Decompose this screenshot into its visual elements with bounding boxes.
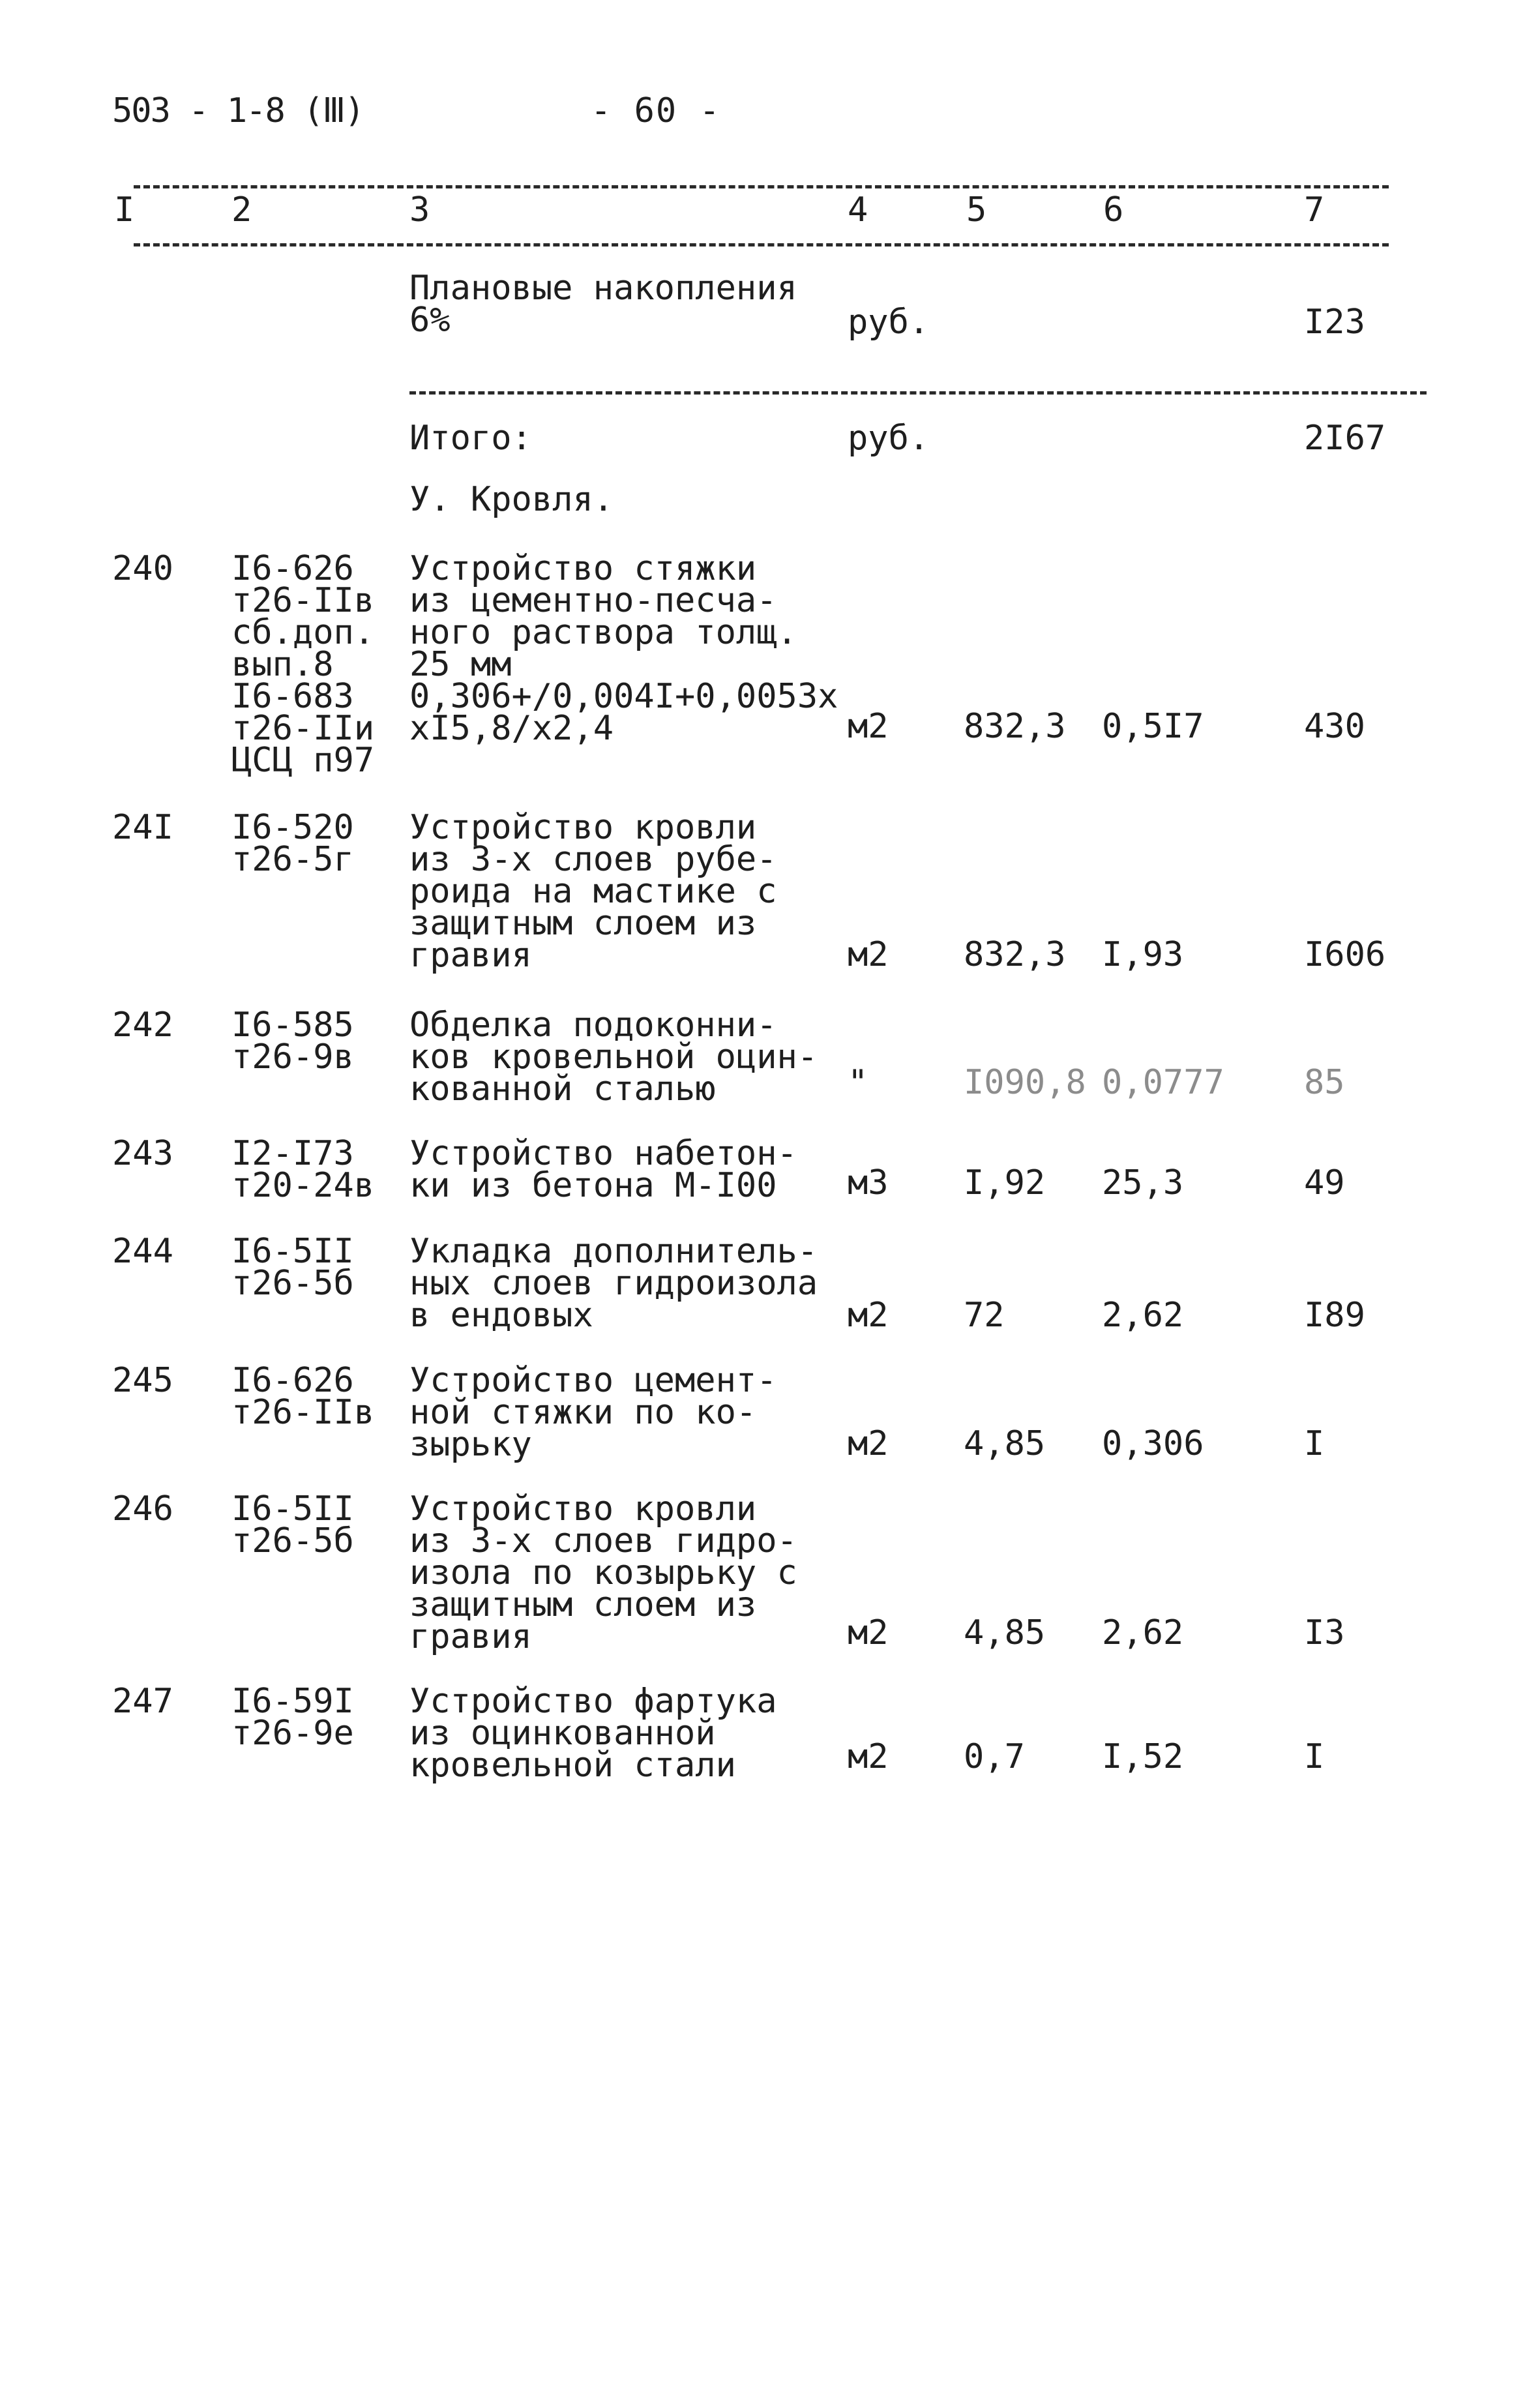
subtotal-rule	[409, 391, 1427, 395]
row-240-code: I6-626 т26-IIв сб.доп. вып.8 I6-683 т26-IIи ЦСЦ п97	[231, 549, 375, 780]
row-247-unit: м2	[848, 1737, 889, 1776]
row-247-number: 247	[112, 1682, 173, 1721]
row-242-total: 85	[1304, 1063, 1345, 1102]
header-bottom-rule	[134, 243, 1389, 246]
row-240-description: Устройство стяжки из цементно-песча- ного раствора толщ. 25 мм 0,306+/0,004I+0,0053х хI5,8/х2,4	[409, 549, 838, 748]
row-247-code: I6-59I т26-9е	[231, 1682, 354, 1753]
planned-savings-description: Плановые накопления 6%	[409, 269, 797, 340]
row-245-price: 0,306	[1102, 1424, 1204, 1463]
column-header-6: 6	[1103, 190, 1124, 230]
document-code: 503 - 1-8 (Ⅲ)	[112, 91, 364, 130]
row-243-unit: м3	[848, 1163, 889, 1202]
row-241-number: 24I	[112, 808, 173, 847]
row-247-quantity: 0,7	[964, 1737, 1025, 1776]
row-241-quantity: 832,3	[964, 935, 1066, 974]
planned-savings-total: I23	[1304, 303, 1365, 342]
row-244-total: I89	[1304, 1296, 1365, 1335]
row-247-description: Устройство фартука из оцинкованной кровельной стали	[409, 1682, 777, 1785]
row-243-number: 243	[112, 1134, 173, 1173]
row-242-description: Обделка подоконни- ков кровельной оцин- кованной сталью	[409, 1006, 818, 1109]
row-244-number: 244	[112, 1232, 173, 1271]
row-246-price: 2,62	[1102, 1613, 1184, 1652]
row-245-number: 245	[112, 1361, 173, 1400]
row-243-code: I2-I73 т20-24в	[231, 1134, 375, 1205]
row-244-unit: м2	[848, 1296, 889, 1335]
column-header-2: 2	[231, 190, 252, 230]
row-243-quantity: I,92	[964, 1163, 1046, 1202]
row-245-total: I	[1304, 1424, 1325, 1463]
row-246-number: 246	[112, 1489, 173, 1529]
row-245-description: Устройство цемент- ной стяжки по ко- зырьку	[409, 1361, 777, 1464]
row-240-unit: м2	[848, 707, 889, 746]
row-244-code: I6-5II т26-5б	[231, 1232, 354, 1303]
row-241-description: Устройство кровли из 3-х слоев рубе- роида на мастике с защитным слоем из гравия	[409, 808, 777, 975]
row-242-number: 242	[112, 1006, 173, 1045]
row-245-code: I6-626 т26-IIв	[231, 1361, 375, 1432]
total-label: Итого:	[409, 419, 532, 458]
row-246-description: Устройство кровли из 3-х слоев гидро- изола по козырьку с защитным слоем из гравия	[409, 1489, 797, 1656]
row-242-price: 0,0777	[1102, 1063, 1224, 1102]
header-top-rule	[134, 185, 1389, 188]
total-unit: руб.	[848, 419, 930, 458]
row-241-total: I606	[1304, 935, 1386, 974]
column-header-5: 5	[966, 190, 987, 230]
column-header-7: 7	[1304, 190, 1325, 230]
row-241-unit: м2	[848, 935, 889, 974]
row-241-code: I6-520 т26-5г	[231, 808, 354, 879]
row-246-quantity: 4,85	[964, 1613, 1046, 1652]
row-246-code: I6-5II т26-5б	[231, 1489, 354, 1560]
row-246-total: I3	[1304, 1613, 1345, 1652]
row-247-total: I	[1304, 1737, 1325, 1776]
row-240-number: 240	[112, 549, 173, 588]
row-242-code: I6-585 т26-9в	[231, 1006, 354, 1077]
row-247-price: I,52	[1102, 1737, 1184, 1776]
page-number: - 60 -	[591, 91, 721, 130]
row-243-total: 49	[1304, 1163, 1345, 1202]
total-value: 2I67	[1304, 419, 1386, 458]
row-245-unit: м2	[848, 1424, 889, 1463]
row-244-description: Укладка дополнитель- ных слоев гидроизола в ендовых	[409, 1232, 818, 1335]
row-240-total: 430	[1304, 707, 1365, 746]
column-header-3: 3	[409, 190, 430, 230]
column-header-1: I	[114, 190, 135, 230]
row-240-price: 0,5I7	[1102, 707, 1204, 746]
row-242-unit: "	[848, 1063, 868, 1102]
row-243-price: 25,3	[1102, 1163, 1184, 1202]
row-243-description: Устройство набетон- ки из бетона М-I00	[409, 1134, 797, 1205]
planned-savings-unit: руб.	[848, 303, 930, 342]
row-246-unit: м2	[848, 1613, 889, 1652]
row-242-quantity: I090,8	[964, 1063, 1086, 1102]
column-header-4: 4	[848, 190, 868, 230]
row-245-quantity: 4,85	[964, 1424, 1046, 1463]
row-241-price: I,93	[1102, 935, 1184, 974]
section-title: У. Кровля.	[409, 480, 614, 519]
row-244-quantity: 72	[964, 1296, 1005, 1335]
row-240-quantity: 832,3	[964, 707, 1066, 746]
row-244-price: 2,62	[1102, 1296, 1184, 1335]
